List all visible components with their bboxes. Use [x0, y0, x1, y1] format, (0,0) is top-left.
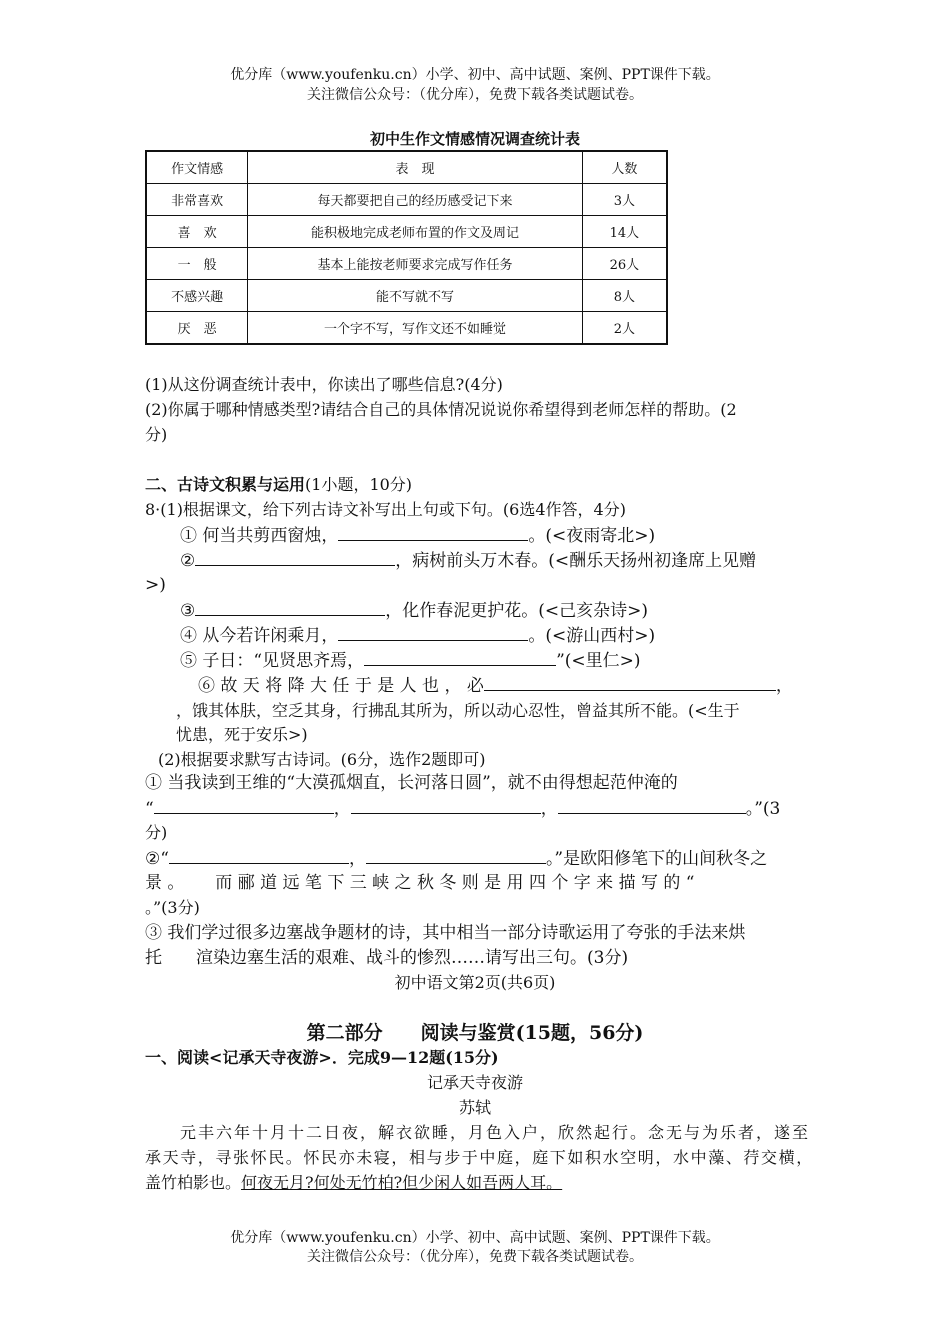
table-cell: 每天都要把自己的经历感受记下来 [248, 184, 583, 216]
table-cell: 2人 [582, 312, 667, 345]
table-cell: 一 般 [146, 248, 248, 280]
fill-item-text: ”(<里仁>) [556, 651, 641, 671]
fill-item-text: ⑤ 子日：“见贤思齐焉， [180, 651, 365, 671]
fill-item-6-cont2: 忧患，死于安乐>) [176, 725, 308, 744]
essay-title: 记承天寺夜游 [426, 1073, 523, 1092]
answer-blank[interactable] [366, 847, 546, 864]
answer-blank[interactable] [154, 797, 334, 814]
table-row [146, 280, 667, 312]
essay-line-1: 元丰六年十月十二日夜，解衣欲睡，月色入户，欣然起行。念无与为乐者，遂至 [180, 1123, 811, 1142]
fill-item-2 [180, 549, 756, 573]
poem-prompt-1-blanks [145, 797, 810, 821]
footer-line-2: 关注微信公众号：（优分库），免费下载各类试题试卷。 [307, 1249, 643, 1265]
question-2-line1: (2)你属于哪种情感类型?请结合自己的具体情况说说你希望得到老师怎样的帮助。(2 [145, 400, 737, 419]
section-2-title: 二、古诗文积累与运用 [145, 475, 306, 494]
table-cell: 26人 [582, 248, 667, 280]
fill-item-text: 。(<夜雨寄北>) [528, 526, 656, 546]
poem-prompt-3: ③ 我们学过很多边塞战争题材的诗，其中相当一部分诗歌运用了夸张的手法来烘 [145, 923, 746, 943]
fill-item-text: ， [775, 676, 793, 696]
fill-item-text: 。”是欧阳修笔下的山间秋冬之 [545, 849, 768, 869]
section-2-heading [145, 474, 412, 496]
poem-prompt-2 [145, 847, 767, 871]
essay-text: 盖竹柏影也。 [145, 1173, 242, 1192]
punctuation: ， [540, 799, 558, 819]
fill-item-text: ⑥ 故 天 将 降 大 任 于 是 人 也 ， 必 [198, 676, 484, 696]
fill-item-text: ，化作春泥更护花。(<己亥杂诗>) [385, 601, 649, 621]
fill-item-text: ③ [180, 601, 196, 621]
answer-blank[interactable] [364, 649, 556, 666]
section-2-score: (1小题，10分) [305, 475, 413, 494]
table-title: 初中生作文情感情况调查统计表 [369, 130, 580, 148]
fill-item-text: 。(<游山西村>) [528, 626, 656, 646]
table-row [146, 248, 667, 280]
fill-item-6 [198, 674, 793, 698]
fill-item-5 [180, 649, 641, 673]
header-line-2: 关注微信公众号：（优分库），免费下载各类试题试卷。 [307, 87, 643, 103]
table-cell: 基本上能按老师要求完成写作任务 [248, 248, 583, 280]
answer-blank[interactable] [195, 549, 395, 566]
poem-prompt-2-score: 。”(3分) [145, 898, 200, 917]
table-header-cell: 表 现 [248, 151, 583, 184]
table-row [146, 312, 667, 345]
question-8-part2: (2)根据要求默写古诗词。(6分，选作2题即可) [158, 750, 486, 769]
answer-blank[interactable] [484, 674, 776, 691]
punctuation: ， [348, 849, 366, 869]
essay-author: 苏轼 [458, 1098, 491, 1117]
table-cell: 能积极地完成老师布置的作文及周记 [248, 216, 583, 248]
question-2-line2: 分) [145, 425, 168, 444]
table-cell: 8人 [582, 280, 667, 312]
punctuation: ， [333, 799, 351, 819]
poem-prompt-3-cont: 托 渲染边塞生活的艰难、战斗的惨烈……请写出三句。(3分) [145, 948, 629, 968]
fill-item-3 [180, 599, 648, 623]
part-2-title: 第二部分 阅读与鉴赏(15题，56分) [306, 1022, 644, 1044]
footer-line-1: 优分库（www.youfenku.cn）小学、初中、高中试题、案例、PPT课件下载。 [230, 1230, 720, 1246]
table-header-cell: 作文情感 [146, 151, 248, 184]
table-cell: 一个字不写，写作文还不如睡觉 [248, 312, 583, 345]
header-line-1: 优分库（www.youfenku.cn）小学、初中、高中试题、案例、PPT课件下载。 [230, 67, 720, 83]
answer-blank[interactable] [169, 847, 349, 864]
question-1: (1)从这份调查统计表中，你读出了哪些信息?(4分) [145, 375, 503, 394]
punctuation: ②“ [145, 849, 169, 869]
table-cell: 喜 欢 [146, 216, 248, 248]
fill-item-text: ① 何当共剪西窗烛， [180, 526, 339, 546]
answer-blank[interactable] [195, 599, 385, 616]
punctuation: “ [145, 799, 154, 819]
fill-item-6-cont1: ，饿其体肤，空乏其身，行拂乱其所为，所以动心忍性，曾益其所不能。(<生于 [176, 701, 740, 720]
table-row [146, 216, 667, 248]
answer-blank[interactable] [338, 524, 528, 541]
table-cell: 3人 [582, 184, 667, 216]
answer-blank[interactable] [351, 797, 541, 814]
fill-item-text: ② [180, 551, 196, 571]
table-row [146, 184, 667, 216]
answer-blank[interactable] [338, 624, 528, 641]
essay-line-3 [145, 1172, 562, 1194]
essay-line-2: 承天寺，寻张怀民。怀民亦未寝，相与步于中庭，庭下如积水空明，水中藻、荇交横， [145, 1148, 814, 1167]
table-cell: 能不写就不写 [248, 280, 583, 312]
fill-item-text: ，病树前头万木春。(<酬乐天扬州初逢席上见赠 [395, 551, 757, 571]
answer-blank[interactable] [558, 797, 746, 814]
table-header-cell: 人数 [582, 151, 667, 184]
punctuation: 。”(3 [745, 799, 781, 819]
poem-prompt-1-score: 分) [145, 823, 168, 842]
part-2-subheading: 一、阅读<记承天寺夜游>．完成9—12题(15分) [145, 1048, 499, 1067]
table-cell: 14人 [582, 216, 667, 248]
fill-item-text: ④ 从今若许闲乘月， [180, 626, 339, 646]
table-header-row [146, 151, 667, 184]
fill-item-4 [180, 624, 655, 648]
table-cell: 非常喜欢 [146, 184, 248, 216]
poem-prompt-2-cont: 景 。 而 郦 道 远 笔 下 三 峡 之 秋 冬 则 是 用 四 个 字 来 描 写 的 “ [145, 873, 695, 893]
survey-table [145, 150, 668, 345]
page-number: 初中语文第2页(共6页) [394, 973, 556, 992]
fill-item-1 [180, 524, 655, 548]
poem-prompt-1: ① 当我读到王维的“大漠孤烟直，长河落日圆”，就不由得想起范仲淹的 [145, 773, 678, 793]
essay-underlined-text: 何夜无月?何处无竹柏?但少闲人如吾两人耳。 [241, 1173, 563, 1192]
table-cell: 不感兴趣 [146, 280, 248, 312]
question-8: 8·(1)根据课文，给下列古诗文补写出上句或下句。(6选4作答，4分) [145, 500, 626, 519]
fill-item-2-cont: >) [145, 575, 166, 595]
table-cell: 厌 恶 [146, 312, 248, 345]
